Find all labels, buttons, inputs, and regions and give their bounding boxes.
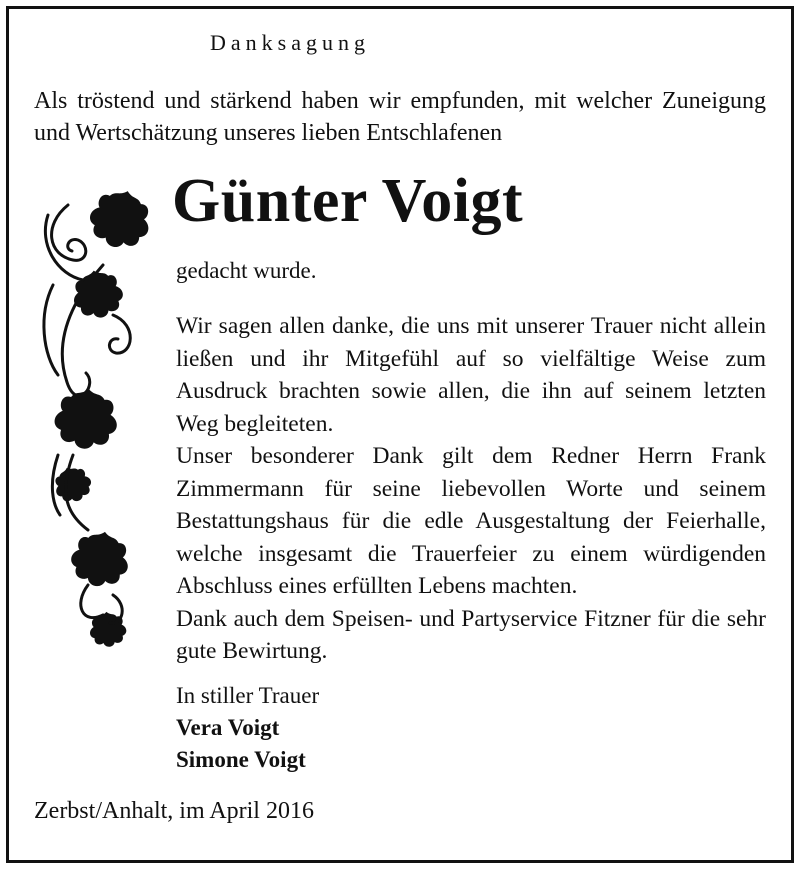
grapevine-icon [28, 185, 168, 665]
thanks-paragraph: Unser besonderer Dank gilt dem Redner Herrn Frank Zimmermann für seine liebevollen Worte und seinem Bestattungshaus für die edle Ausgestaltung der Feierhalle, welche insgesamt die Trauerfeier zu einem würdigenden Abschluss eines erfüllten Lebens machten. [176, 443, 766, 599]
place-date: Zerbst/Anhalt, im April 2016 [34, 798, 314, 824]
thanks-paragraph: Wir sagen allen danke, die uns mit unserer Trauer nicht allein ließen und ihr Mitgefühl auf so vielfältige Weise zum Ausdruck brachten sowie allen, die ihn auf seinem letzten Weg begleiteten. [176, 313, 766, 437]
notice-heading: Danksagung [210, 30, 370, 55]
signer-name: Simone Voigt [176, 747, 306, 772]
deceased-name: Günter Voigt [172, 167, 524, 235]
thanks-paragraph: Dank auch dem Speisen- und Partyservice Fitzner für die sehr gute Bewirtung. [176, 605, 766, 664]
intro-text: Als tröstend und stärkend haben wir empfunden, mit welcher Zuneigung und Wertschätzung unseres lieben Entschlafenen [34, 88, 766, 146]
signer-name: Vera Voigt [176, 715, 280, 740]
after-name-text: gedacht wurde. [176, 258, 317, 283]
closing-block [176, 680, 319, 776]
closing-phrase: In stiller Trauer [176, 683, 320, 708]
thanks-body [176, 310, 766, 668]
